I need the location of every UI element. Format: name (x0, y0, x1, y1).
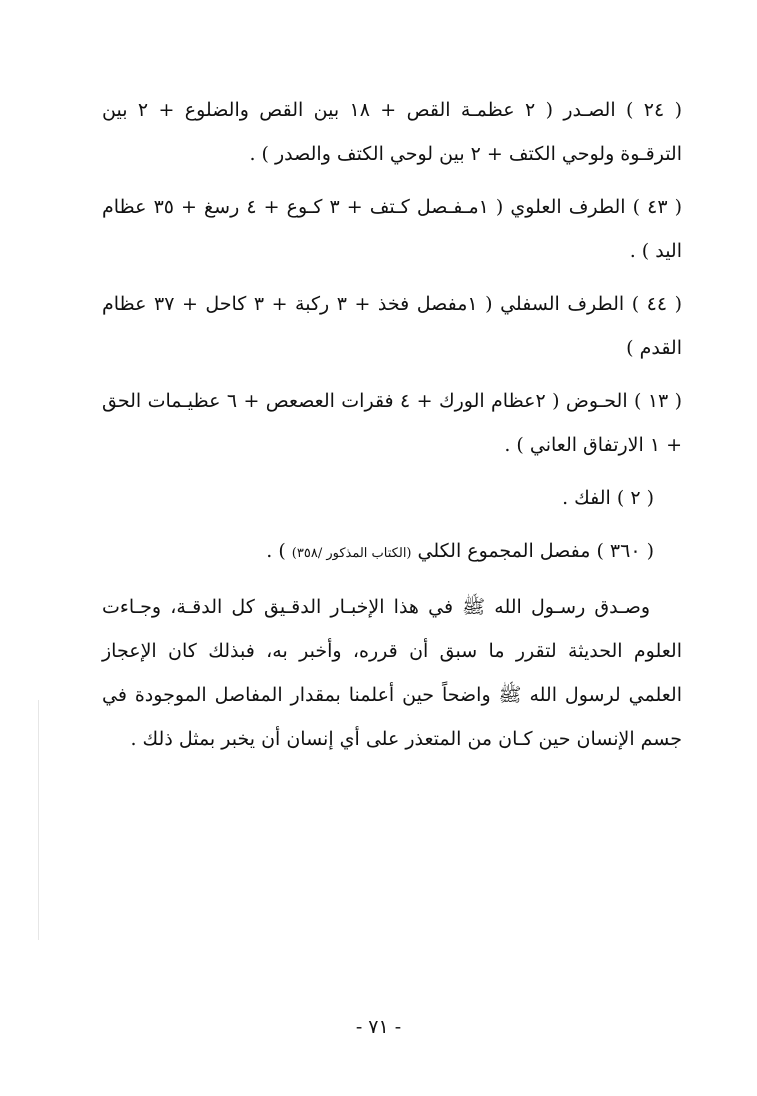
paragraph-upper-limb-joints: ( ٤٣ ) الطرف العلوي ( ١مـفـصل كـتف + ٣ كـوع + ٤ رسغ + ٣٥ عظام اليد ) . (102, 196, 683, 262)
page-body (102, 88, 682, 770)
total-joints-text: ( ٣٦٠ ) مفصل المجموع الكلي (417, 540, 654, 562)
page-number: - ٧١ - (355, 1016, 402, 1038)
paragraph-total-joints (102, 529, 682, 576)
paragraph-lower-limb-joints: ( ٤٤ ) الطرف السفلي ( ١مفصل فخذ + ٣ ركبة + ٣ كاحل + ٣٧ عظام القدم ) (102, 293, 682, 359)
total-joints-end: ) . (266, 540, 292, 562)
paragraph-pelvis-joints: ( ١٣ ) الحـوض ( ٢عظام الورك + ٤ فقرات العصعص + ٦ عظيـمات الحق + ١ الارتفاق العاني ) . (102, 390, 683, 456)
paragraph-conclusion: وصـدق رسـول الله ﷺ في هذا الإخبـار الدقـيق كل الدقـة، وجـاءت العلوم الحديثة لتقرر ما سبق أن قرره، وأخبر به، فبذلك كان الإعجاز العلمي لرسول الله ﷺ واضحاً حين أعلمنا بمقدار المفاصل الموجودة في جسم الإنسان حين كـان من المتعذر على أي إنسان أن يخبر بمثل ذلك . (102, 596, 682, 750)
reference-note: (الكتاب المذكور /٣٥٨) (291, 546, 412, 561)
paragraph-chest-joints: ( ٢٤ ) الصـدر ( ٢ عظمـة القص + ١٨ بين القص والضلوع + ٢ بين الترقـوة ولوحي الكتف + ٢ بين لوحي الكتف والصدر ) . (102, 99, 682, 165)
scan-edge-line (38, 700, 39, 940)
paragraph-jaw-joints: ( ٢ ) الفك . (562, 487, 654, 509)
